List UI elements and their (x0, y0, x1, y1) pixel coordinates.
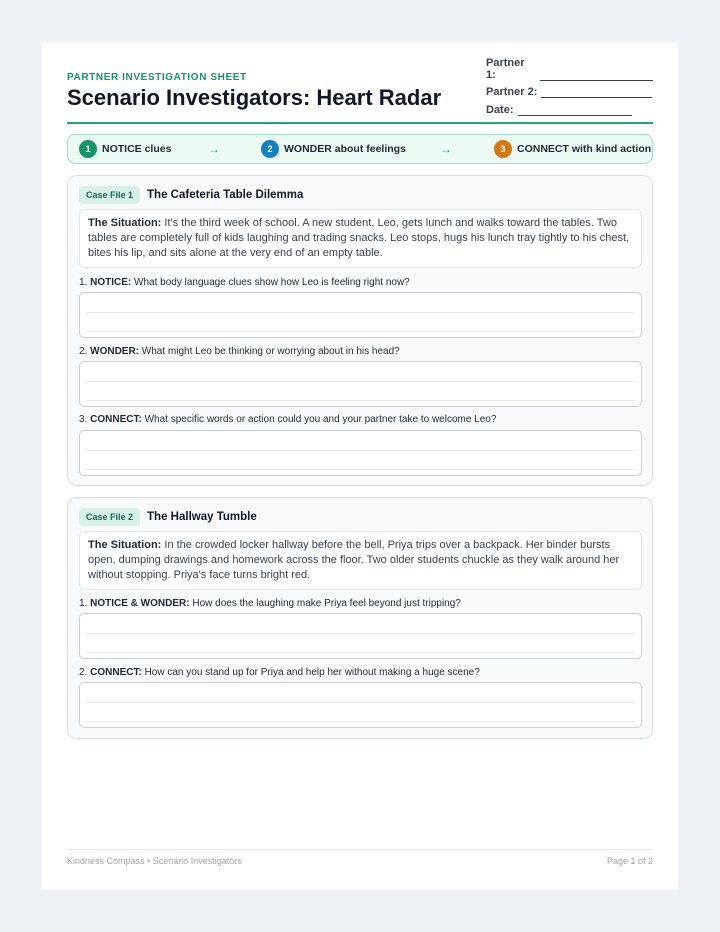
answer-box[interactable] (79, 292, 642, 338)
question-number: 3. (79, 414, 88, 425)
footer-left: Kindness Compass • Scenario Investigators (67, 856, 242, 866)
step-connect (494, 140, 651, 158)
date-label: Date: (486, 103, 514, 116)
step-notice (79, 140, 171, 158)
question-text: What specific words or action could you and your partner take to welcome Leo? (144, 414, 497, 425)
situation-label: The Situation: (88, 539, 162, 551)
case-title: The Cafeteria Table Dilemma (147, 189, 304, 201)
partner1-row (486, 56, 653, 81)
step-number: 3 (494, 140, 512, 158)
partner2-row (486, 81, 653, 99)
step-wonder (261, 140, 406, 158)
partner2-field[interactable] (541, 86, 652, 98)
step-label: CONNECT with kind action (517, 143, 652, 155)
page-number: Page 1 of 2 (606, 856, 653, 866)
date-row (486, 98, 653, 116)
situation-box (79, 209, 642, 268)
answer-box[interactable] (79, 361, 642, 407)
step-number: 1 (79, 140, 97, 158)
answer-box[interactable] (79, 613, 642, 659)
header-divider (67, 122, 653, 124)
question-keyword: NOTICE & WONDER: (90, 598, 190, 609)
question-1 (79, 598, 461, 609)
arrow-right-icon: → (208, 142, 220, 156)
question-keyword: CONNECT: (90, 414, 142, 425)
answer-box[interactable] (79, 430, 642, 476)
question-text: What might Leo be thinking or worrying about in his head? (141, 346, 400, 357)
question-text: How can you stand up for Priya and help her without making a huge scene? (144, 667, 480, 678)
footer-divider (67, 849, 653, 850)
question-keyword: NOTICE: (90, 277, 132, 288)
case-file-1 (67, 175, 653, 486)
question-number: 2. (79, 667, 88, 678)
case-header (79, 186, 303, 204)
partner1-label: Partner 1: (486, 56, 525, 81)
worksheet-page (42, 42, 678, 890)
header (67, 42, 653, 124)
case-file-2 (67, 497, 653, 739)
situation-text: It's the third week of school. A new student, Leo, gets lunch and walks toward the tables. Two tables are completely full of kids laughing and trading snacks. Leo stops, hugs his lunch tray tightly to his chest, bites his lip, and sits alone at the very end of an empty table. (88, 217, 630, 259)
question-text: What body language clues show how Leo is feeling right now? (134, 277, 410, 288)
question-1 (79, 277, 410, 288)
partner1-field[interactable] (540, 69, 653, 81)
question-number: 1. (79, 277, 88, 288)
situation-text: In the crowded locker hallway before the bell, Priya trips over a backpack. Her binder bursts open, dumping drawings and homework across the floor. Two older students chuckle as they walk around her without stopping. Priya's face turns bright red. (88, 539, 620, 581)
partner2-label: Partner 2: (486, 86, 538, 98)
date-field[interactable] (518, 104, 632, 116)
partner-block (486, 56, 653, 116)
situation-box (79, 531, 642, 590)
step-label: WONDER about feelings (284, 143, 406, 155)
question-2 (79, 346, 400, 357)
page-title: Scenario Investigators: Heart Radar (67, 85, 442, 110)
case-badge: Case File 1 (79, 186, 140, 204)
case-title: The Hallway Tumble (147, 511, 257, 523)
situation-label: The Situation: (88, 217, 162, 229)
step-number: 2 (261, 140, 279, 158)
case-badge: Case File 2 (79, 508, 140, 526)
answer-box[interactable] (79, 682, 642, 728)
question-keyword: WONDER: (90, 346, 140, 357)
question-2 (79, 667, 480, 678)
step-label: NOTICE clues (102, 143, 172, 155)
case-header (79, 508, 257, 526)
question-text: How does the laughing make Priya feel beyond just tripping? (192, 598, 461, 609)
question-3 (79, 414, 496, 425)
sheet-kicker: PARTNER INVESTIGATION SHEET (67, 72, 247, 83)
steps-bar (67, 134, 653, 164)
question-keyword: CONNECT: (90, 667, 142, 678)
question-number: 2. (79, 346, 88, 357)
arrow-right-icon: → (440, 142, 452, 156)
question-number: 1. (79, 598, 88, 609)
